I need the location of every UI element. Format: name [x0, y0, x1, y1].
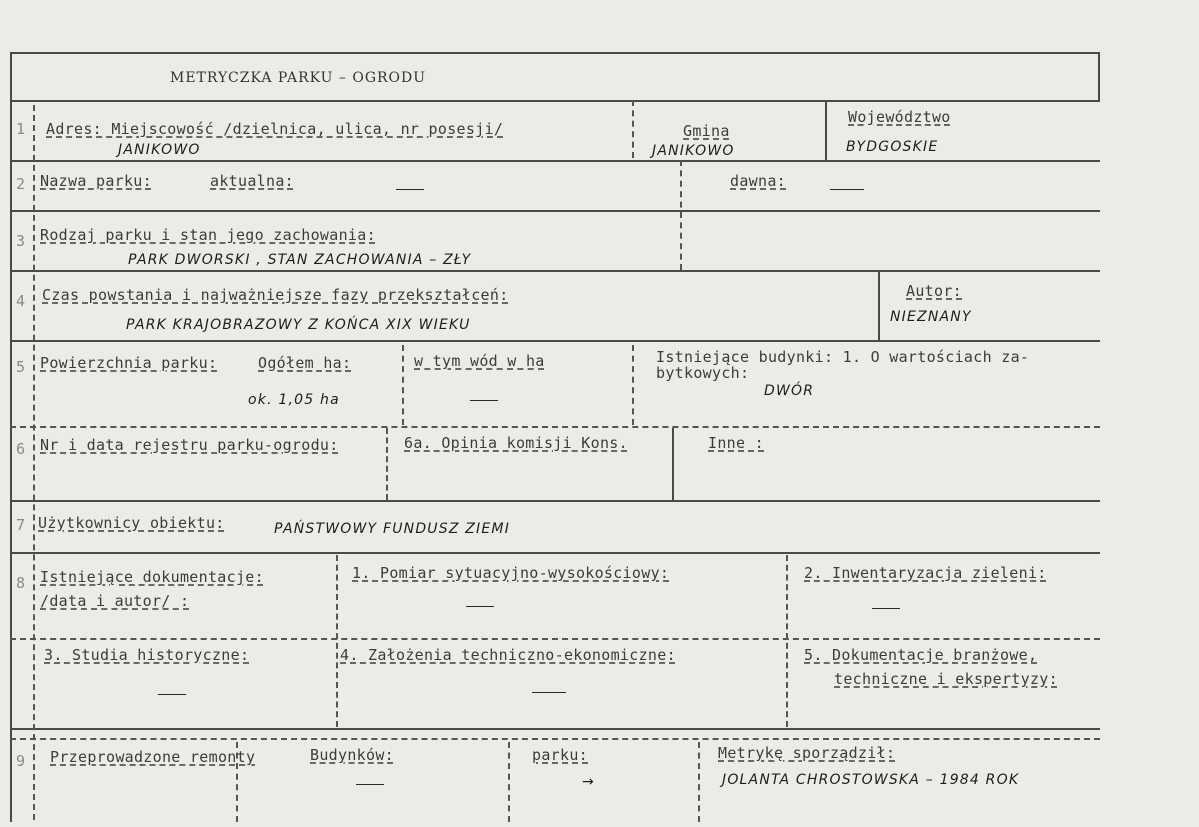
survey-label: 1. Pomiar sytuacyjno-wysokościowy: [352, 564, 670, 582]
frame-left [10, 52, 12, 822]
repairs-buildings-dash [356, 784, 384, 785]
row-number-6: 6 [16, 440, 26, 458]
line-after-header [10, 100, 1100, 102]
gmina-label: Gmina [683, 122, 730, 140]
users-label: Użytkownicy obiektu: [38, 514, 225, 532]
green-dash [872, 608, 900, 609]
history-studies-dash [158, 694, 186, 695]
row-number-9: 9 [16, 752, 26, 770]
row8-sep-a [336, 555, 338, 727]
frame-top [10, 52, 1100, 54]
buildings-label: Istniejące budynki: 1. O wartościach za- [656, 348, 1030, 366]
park-name-former-dash [830, 189, 864, 190]
row5-sep-b [632, 345, 634, 425]
park-name-former-label: dawna: [730, 172, 786, 190]
opinion-label: 6a. Opinia komisji Kons. [404, 434, 628, 452]
docs-label-cont: /data i autor/ : [40, 592, 190, 610]
line-after-row2 [10, 210, 1100, 212]
users-value: PAŃSTWOWY FUNDUSZ ZIEMI [274, 521, 511, 537]
line-after-row6 [10, 500, 1100, 502]
row-number-8: 8 [16, 574, 26, 592]
history-phases-label: Czas powstania i najważniejsze fazy przekształceń: [42, 286, 509, 304]
row6-sep-a [386, 428, 388, 500]
row6-sep-b [672, 428, 674, 500]
buildings-value: DWÓR [764, 383, 815, 399]
row4-sep [878, 270, 880, 340]
author-value: NIEZNANY [890, 309, 972, 325]
tech-econ-dash [532, 692, 566, 693]
park-name-label: Nazwa parku: [40, 172, 152, 190]
row1-sep-b [825, 100, 827, 160]
park-type-label: Rodzaj parku i stan jego zachowania: [40, 226, 376, 244]
row2-sep [680, 160, 682, 270]
row-number-3: 3 [16, 232, 26, 250]
row9-sep-b [508, 742, 510, 822]
water-area-dash [470, 400, 498, 401]
address-value: JANIKOWO [118, 142, 201, 158]
line-after-row1 [10, 160, 1100, 162]
gmina-value: JANIKOWO [652, 143, 735, 159]
history-studies-label: 3. Studia historyczne: [44, 646, 250, 664]
repairs-park-label: parku: [532, 746, 588, 764]
row-number-4: 4 [16, 292, 26, 310]
line-after-row7 [10, 552, 1100, 554]
area-total-value: ok. 1,05 ha [248, 392, 340, 408]
docs-label: Istniejące dokumentacje: [40, 568, 264, 586]
wojewodztwo-label: Województwo [848, 108, 951, 126]
survey-dash [466, 606, 494, 607]
row-number-2: 2 [16, 175, 26, 193]
repairs-buildings-label: Budynków: [310, 746, 394, 764]
compiler-value: JOLANTA CHROSTOWSKA – 1984 ROK [722, 772, 1020, 788]
row-number-7: 7 [16, 516, 26, 534]
form-title: METRYCZKA PARKU – OGRODU [170, 70, 427, 86]
area-total-label: Ogółem ha: [258, 354, 352, 372]
line-row8-mid [10, 638, 1100, 640]
row-number-1: 1 [16, 120, 26, 138]
row5-sep-a [402, 345, 404, 425]
repairs-park-value: → [582, 774, 595, 790]
buildings-label-cont: bytkowych: [656, 364, 750, 382]
frame-right-upper [1098, 52, 1100, 100]
line-after-row3 [10, 270, 1100, 272]
line-after-row4 [10, 340, 1100, 342]
line-after-row5 [10, 426, 1100, 428]
repairs-label: Przeprowadzone remonty [50, 748, 256, 766]
margin-divider [33, 105, 35, 820]
park-type-value: PARK DWORSKI , STAN ZACHOWANIA – ZŁY [128, 252, 472, 268]
row8-sep-b [786, 555, 788, 727]
row1-sep-a [632, 100, 634, 158]
area-label: Powierzchnia parku: [40, 354, 218, 372]
tech-econ-label: 4. Założenia techniczno-ekonomiczne: [340, 646, 676, 664]
branch-docs-label: 5. Dokumentacje branżowe, [804, 646, 1038, 664]
other-label: Inne : [708, 434, 764, 452]
green-label: 2. Inwentaryzacja zieleni: [804, 564, 1047, 582]
water-area-label: w tym wód w ha [414, 352, 545, 370]
wojewodztwo-value: BYDGOSKIE [846, 139, 939, 155]
compiler-label: Metrykę sporządził: [718, 744, 896, 762]
register-label: Nr i data rejestru parku-ogrodu: [40, 436, 339, 454]
row9-sep-c [698, 742, 700, 822]
line-row8-lower [10, 728, 1100, 730]
author-label: Autor: [906, 282, 962, 300]
address-label: Adres: Miejscowość /dzielnica, ulica, nr posesji/ [46, 120, 504, 138]
park-name-current-dash [396, 189, 424, 190]
row-number-5: 5 [16, 358, 26, 376]
park-name-current-label: aktualna: [210, 172, 294, 190]
line-row9-top [10, 738, 1100, 740]
branch-docs-label-cont: techniczne i ekspertyzy: [834, 670, 1058, 688]
history-phases-value: PARK KRAJOBRAZOWY Z KOŃCA XIX WIEKU [126, 317, 471, 333]
